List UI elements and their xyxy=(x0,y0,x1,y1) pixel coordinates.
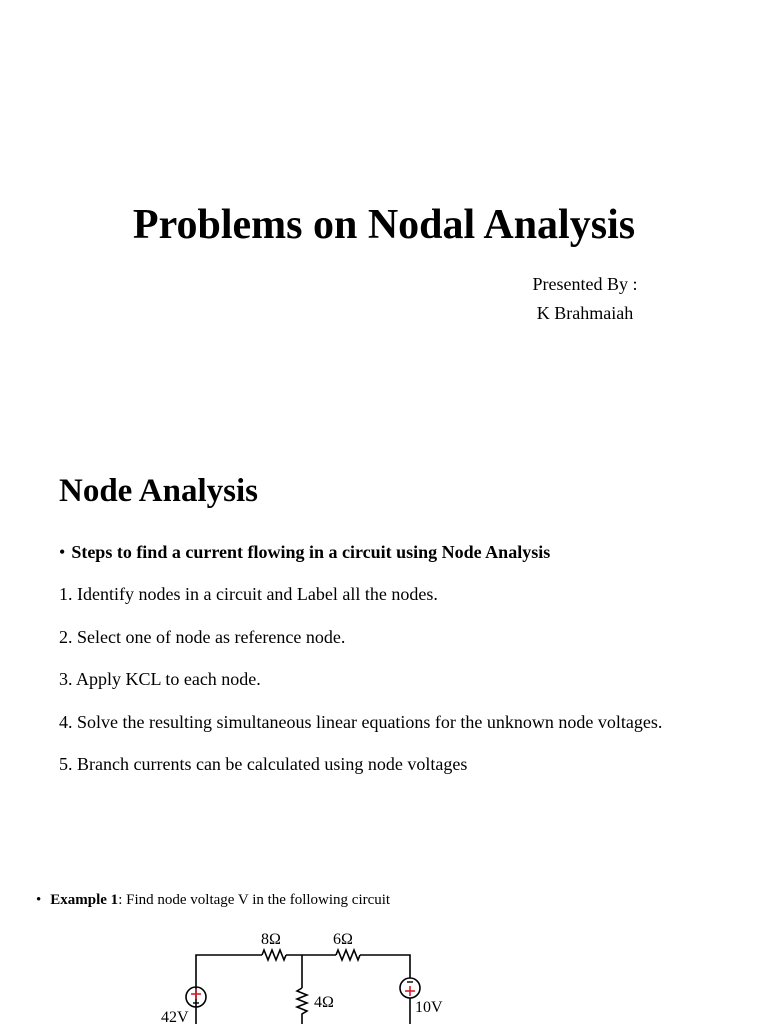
presenter-name: K Brahmaiah xyxy=(536,303,634,323)
step-item-3: 3. Apply KCL to each node. xyxy=(59,669,261,689)
resistor-4-icon xyxy=(297,988,307,1024)
bullet-dot-icon: • xyxy=(36,892,42,908)
bullet-dot-icon: • xyxy=(59,542,66,562)
source-label-10v: 10V xyxy=(415,999,443,1016)
resistor-6-icon xyxy=(336,950,360,960)
presenter-block xyxy=(510,270,660,328)
step-item-5: 5. Branch currents can be calculated using node voltages xyxy=(59,754,468,774)
resistor-8-icon xyxy=(262,950,286,960)
step-item-4: 4. Solve the resulting simultaneous linear equations for the unknown node voltages. xyxy=(59,712,663,732)
resistor-label-4: 4Ω xyxy=(314,994,334,1011)
resistor-label-6: 6Ω xyxy=(333,931,353,948)
example-bullet xyxy=(36,889,390,911)
bullet-item xyxy=(59,540,550,564)
step-item-2: 2. Select one of node as reference node. xyxy=(59,627,346,647)
wire-right xyxy=(360,955,410,978)
section-heading: Node Analysis xyxy=(59,473,258,509)
example-text: : Find node voltage V in the following circuit xyxy=(118,892,391,908)
source-label-42v: 42V xyxy=(161,1009,189,1024)
bullet-text: Steps to find a current flowing in a circuit using Node Analysis xyxy=(71,542,551,562)
slide-title: Problems on Nodal Analysis xyxy=(132,202,636,248)
wire-left xyxy=(196,955,262,1024)
circuit-svg xyxy=(150,920,460,1024)
circuit-diagram xyxy=(150,920,460,1024)
resistor-label-8: 8Ω xyxy=(261,931,281,948)
example-label: Example 1 xyxy=(50,892,119,908)
presented-by-label: Presented By : xyxy=(532,274,638,294)
step-item-1: 1. Identify nodes in a circuit and Label all the nodes. xyxy=(59,584,438,604)
